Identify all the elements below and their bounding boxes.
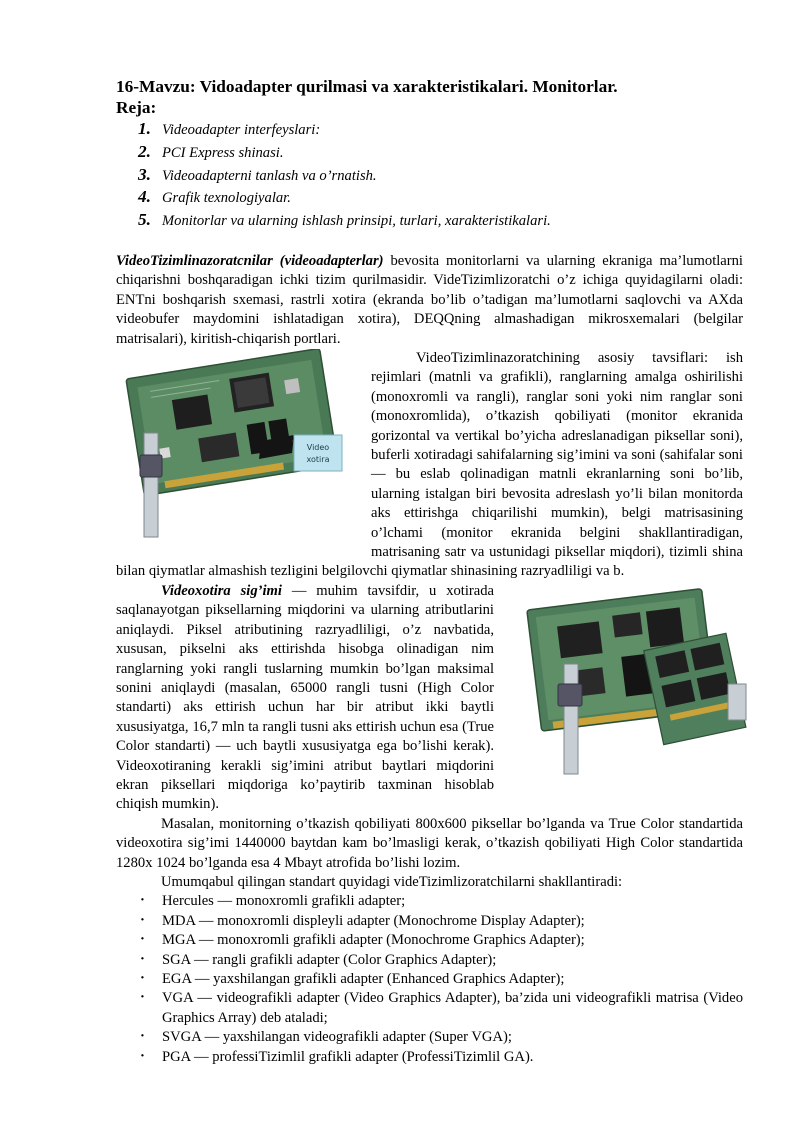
standards-list <box>116 892 743 1067</box>
standards-intro: Umumqabul qilingan standart quyidagi videTizimlizoratchilarni shakllantiradi: <box>161 873 623 890</box>
plan-item-number: 4. <box>138 187 151 207</box>
plan-item-text: Videoadapterni tanlash va o’rnatish. <box>162 167 377 184</box>
video-adapter-card-image <box>116 349 358 545</box>
plan-item-text: Monitorlar va ularning ishlash prinsipi, turlari, xarakteristikalari. <box>162 213 551 230</box>
intro-text: bevosita monitorlarni va ularning ekraniga ma’lumotlarni chiqarishni boshqaradigan ichki tizim qurilmasidir. VideTizimlizoratchi o’z ichiga quyidagilarni oladi: ENTni boshqarish sxemasi, rastrli xotira (ekranda bo’lib o’tadigan ma’lumotlarni saqlovchi va AXda videobufer maydomini ishlatadigan xotira), DEQQning almashadigan mikrosxemalari (belgilar matrisalari), kiritish-chiqarish portlari. <box>116 252 743 347</box>
plan-item-number: 3. <box>138 164 151 184</box>
video-memory-lead: Videoxotira sig’imi <box>161 582 282 599</box>
plan-item-number: 1. <box>138 119 151 138</box>
page-title: 16-Mavzu: Vidoadapter qurilmasi va xarakteristikalari. Monitorlar. <box>116 77 618 96</box>
intro-lead: VideoTizimlinazoratcnilar (videoadapterlar) <box>116 252 384 269</box>
example-paragraph: Masalan, monitorning o’tkazish qobiliyati 800x600 piksellar bo’lganda va True Color standartida videoxotira sig’imi 1440000 baytdan kam bo’lmasligi kerak, o’tkazish qobiliyati High Color standartida 1280x 1024 bo’lganda esa 4 Mbayt atrofida bo’lishi lozim. <box>116 815 743 871</box>
plan-heading: Reja: <box>116 98 157 117</box>
video-memory-label-line2: xotira <box>306 455 330 465</box>
characteristics-paragraph: VideoTizimlinazoratchining asosiy tavsiflari: ish rejimlari (matnli va grafikli), ranglarning amalga oshirilishi (monoxromli va rangli), ranglar soni yoki nim ranglar soni (monoxromlida), o’tkazish qobiliyati (monitor ekranida gorizontal va vertikal bo’yicha adreslanadigan piksellar soni), buferli xotiradagi sahifalarning sig’imini va soni (sahifalar soni — bu eslab qolinadigan matnli ekranlarning soni bo’lib, ularning istalgan biri bevosita adreslash yo’li bilan monitorda aks ettirishga chiqarilishi mumkin), belgi matrisasining o’lchami (monitor ekranida belgini shakllantiradigan, matrisaning satr va ustunidagi piksellar miqdori), tizimli shina bilan qiymatlar almashish tezligini belgilovchi qiymatlar shinasining razryadliligi va b. <box>116 350 743 580</box>
standard-item: · VGA — videografikli adapter (Video Graphics Adapter), ba’zida uni videografikli matrisa (Video Graphics Array) deb ataladi; <box>140 989 743 1028</box>
plan-item <box>138 210 743 233</box>
video-memory-text: — muhim tavsifdir, u xotirada saqlanayotgan piksellarning miqdorini va ularning atributlarini aniqlaydi. Piksel atributining razryadliligi, o’z navbatida, xususan, pikselni aks ettirishda hisobga olinadigan nim ranglarning yoki rangli tuslarning mumkin bo’lgan maksimal sonini aniqlaydi (masalan, 65000 rangli tusni (High Color standarti) aks ettirish uchun har bir atribut ikki baytli xususiyatga, 16,7 mln ta rangli tusni aks ettirish uchun esa (True Color standarti) — uch baytli xususiyatga ega bo’lishi kerak). Videoxotiraning kerakli sig’imini atribut baytlari miqdorini ekran piksellari miqdoriga ko’paytirib taxminan hisoblab chiqish mumkin). <box>116 582 495 813</box>
standard-item: · PGA — professiTizimlil grafikli adapter (ProfessiTizimlil GA). <box>140 1048 743 1067</box>
standard-item: · Hercules — monoxromli grafikli adapter; <box>140 892 743 911</box>
plan-item <box>138 119 743 142</box>
video-adapter-card-image-2 <box>504 584 756 780</box>
standard-item: · MDA — monoxromli displeyli adapter (Monochrome Display Adapter); <box>140 912 743 931</box>
plan-item <box>138 165 743 188</box>
plan-item-number: 2. <box>138 141 151 161</box>
video-adapter-figure <box>116 349 358 545</box>
plan-item-text: PCI Express shinasi. <box>162 144 284 161</box>
plan-list <box>116 119 743 233</box>
plan-item-number: 5. <box>138 210 151 230</box>
intro-paragraph <box>116 252 743 349</box>
document-page <box>116 76 743 1067</box>
standard-item: · EGA — yaxshilangan grafikli adapter (Enhanced Graphics Adapter); <box>140 970 743 989</box>
video-adapter-figure-2 <box>504 584 756 780</box>
standard-item: · SVGA — yaxshilangan videografikli adapter (Super VGA); <box>140 1028 743 1047</box>
standard-item: · MGA — monoxromli grafikli adapter (Monochrome Graphics Adapter); <box>140 931 743 950</box>
plan-item <box>138 187 743 210</box>
video-memory-label-line1: Video <box>306 443 330 453</box>
standard-item: · SGA — rangli grafikli adapter (Color Graphics Adapter); <box>140 951 743 970</box>
plan-item-text: Grafik texnologiyalar. <box>162 190 291 207</box>
plan-item-text: Videoadapter interfeyslari: <box>162 122 321 138</box>
plan-item <box>138 142 743 165</box>
